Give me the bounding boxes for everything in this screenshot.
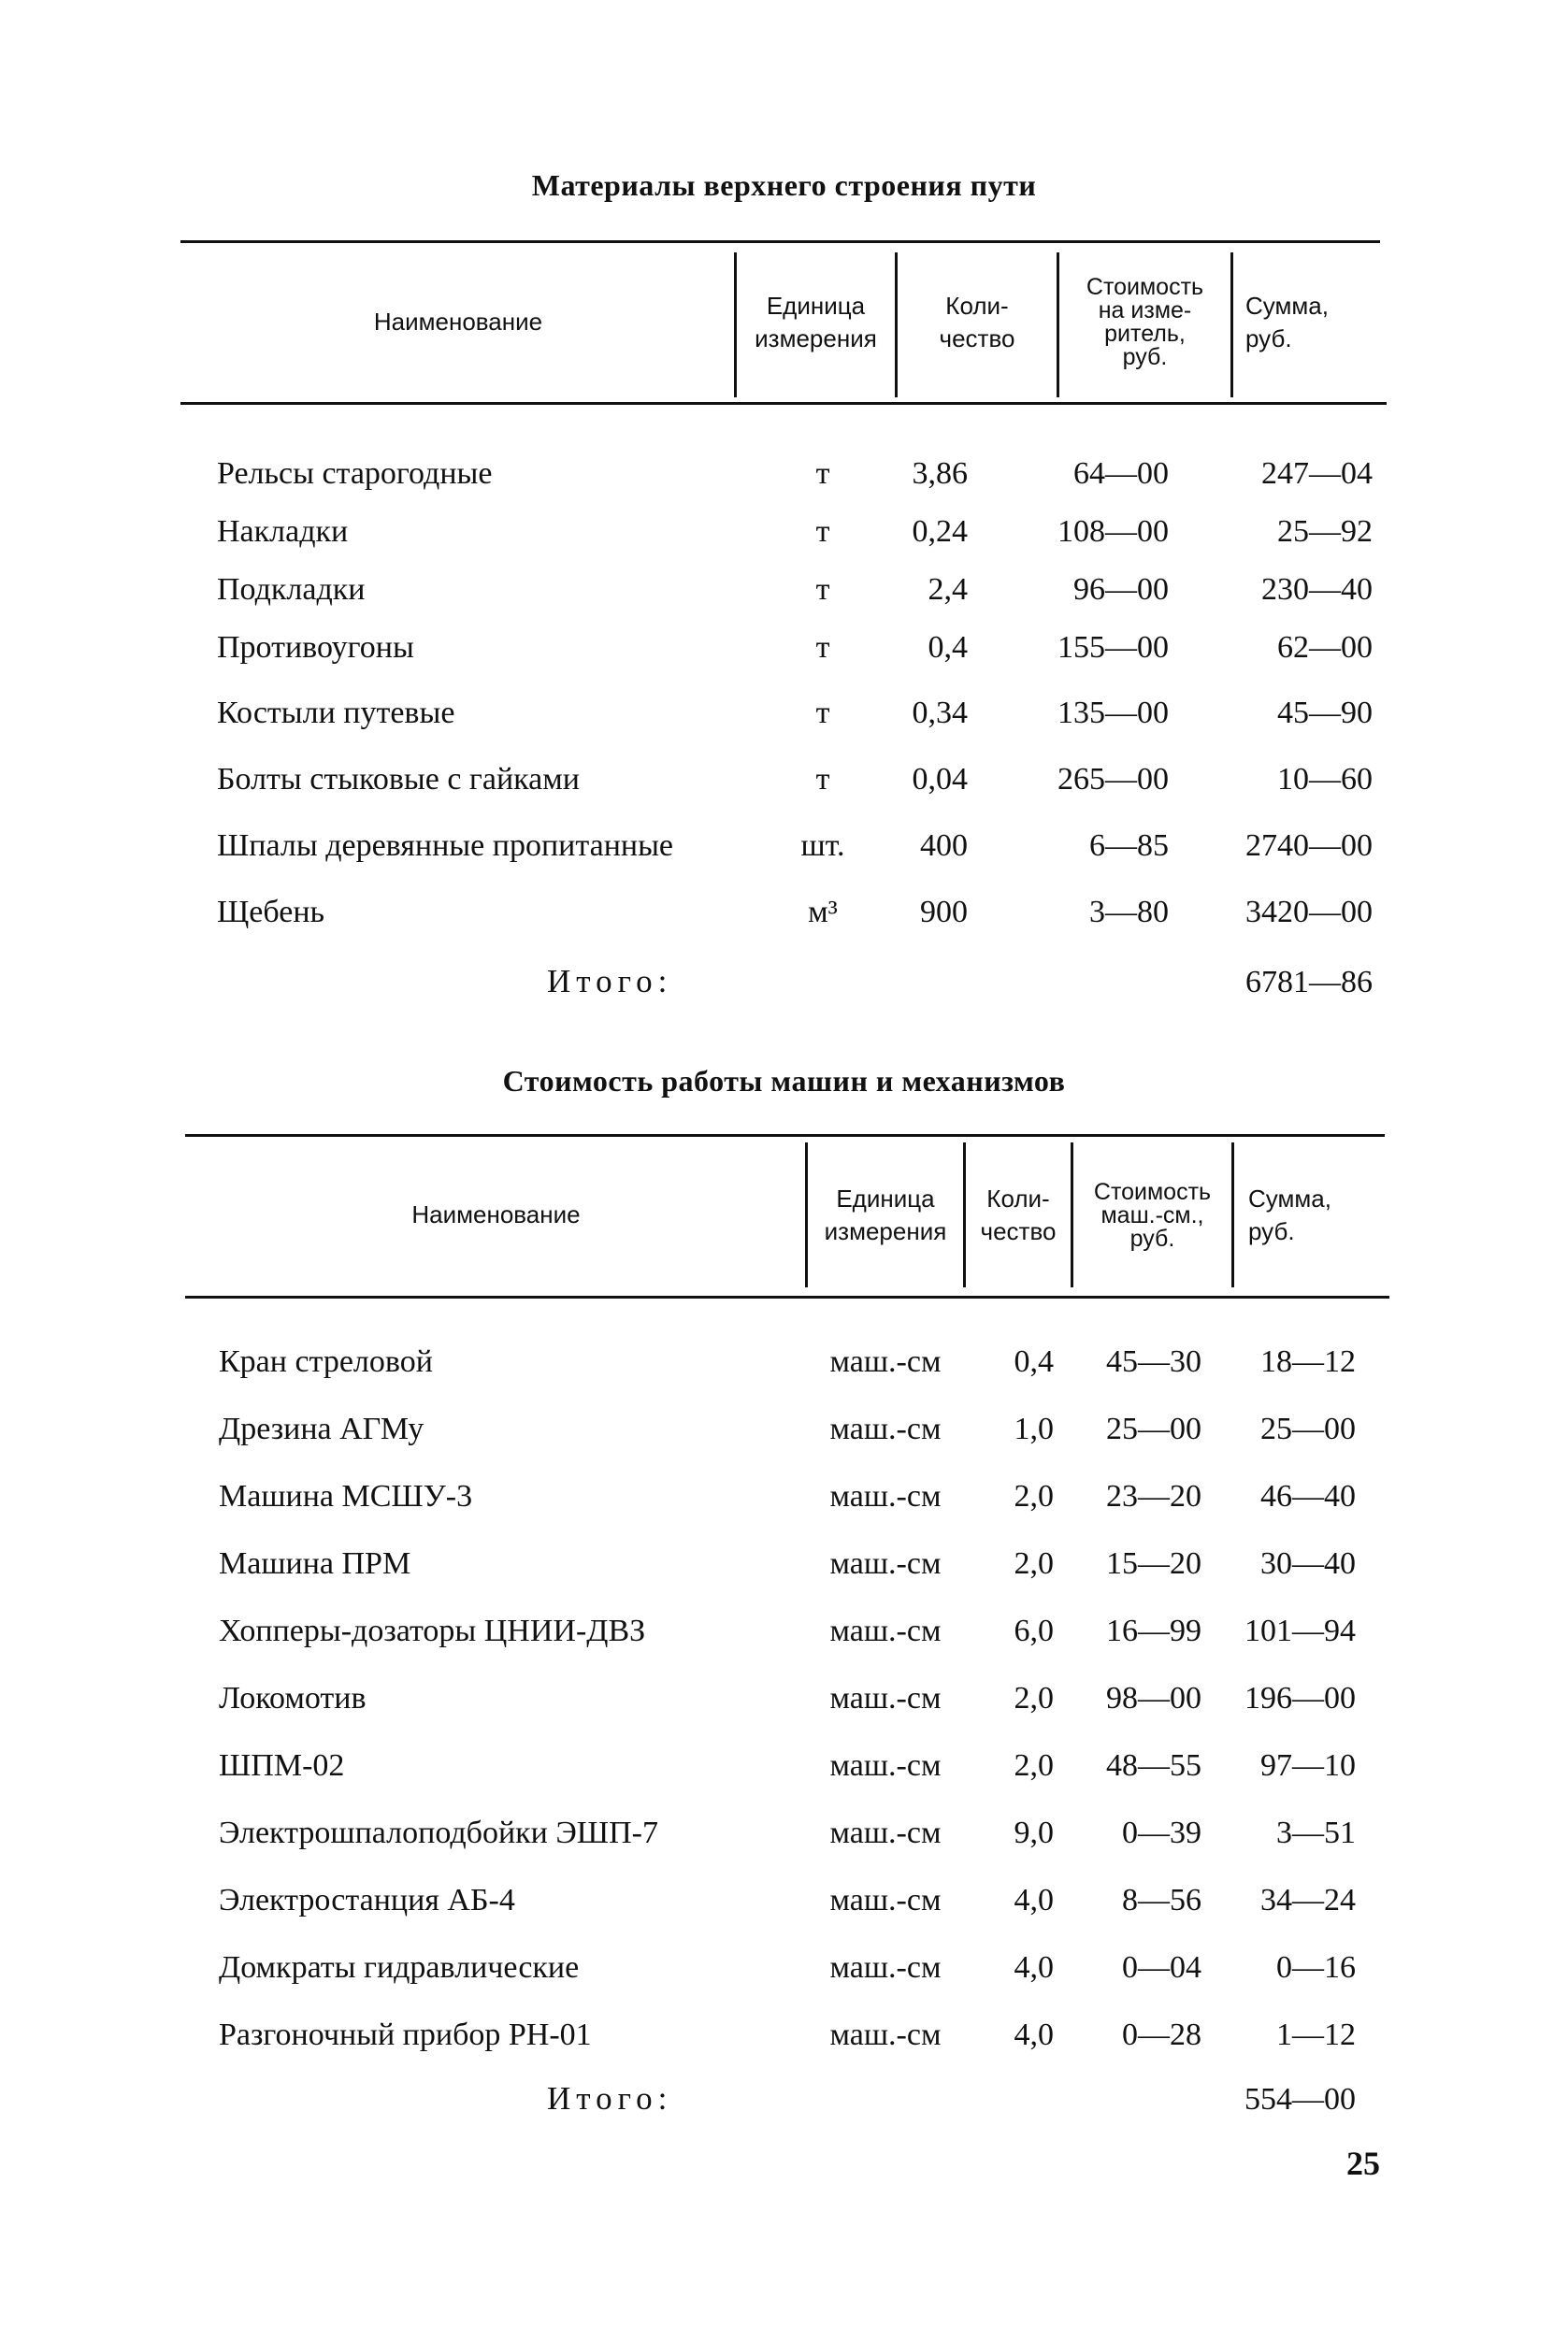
table-row — [0, 572, 1568, 628]
row-price: 8—56 — [1122, 1883, 1201, 1917]
row-name: Разгоночный прибор РН-01 — [219, 2018, 592, 2052]
row-qty: 0,24 — [912, 514, 968, 549]
table-row — [0, 456, 1568, 512]
table2-header-unit: Единица измерения — [824, 1184, 947, 1245]
row-qty: 2,0 — [1014, 1748, 1054, 1783]
row-sum: 62—00 — [1277, 630, 1373, 665]
row-qty: 2,4 — [928, 572, 968, 607]
row-sum: 247—04 — [1261, 456, 1373, 491]
row-name: Домкраты гидравлические — [219, 1950, 580, 1985]
row-qty: 900 — [920, 895, 968, 929]
row-qty: 2,0 — [1014, 1479, 1054, 1514]
page-number: 25 — [1346, 2145, 1380, 2182]
row-qty: 400 — [920, 828, 968, 863]
table2-header-sum: Сумма, руб. — [1248, 1184, 1331, 1245]
table2-title: Стоимость работы машин и механизмов — [502, 1064, 1066, 1098]
table2-total-label: Итого: — [547, 2080, 673, 2117]
table-row — [0, 514, 1568, 570]
row-name: Рельсы старогодные — [217, 456, 493, 491]
row-name: ШПМ-02 — [219, 1748, 345, 1783]
row-unit: маш.-см — [829, 1546, 942, 1581]
row-qty: 2,0 — [1014, 1681, 1054, 1716]
row-qty: 0,4 — [928, 630, 968, 665]
row-sum: 1—12 — [1276, 2018, 1356, 2052]
row-qty: 0,04 — [912, 762, 968, 797]
row-price: 15—20 — [1106, 1546, 1201, 1581]
row-qty: 0,4 — [1014, 1344, 1054, 1379]
table-row — [0, 895, 1568, 951]
table-row — [0, 696, 1568, 752]
row-sum: 3420—00 — [1245, 895, 1373, 929]
row-sum: 25—92 — [1277, 514, 1373, 549]
row-price: 64—00 — [1073, 456, 1169, 491]
row-sum: 45—90 — [1277, 696, 1373, 730]
row-price: 108—00 — [1057, 514, 1169, 549]
row-sum: 0—16 — [1276, 1950, 1356, 1985]
row-name: Хопперы-дозаторы ЦНИИ-ДВЗ — [219, 1614, 646, 1648]
row-unit: т — [815, 514, 830, 549]
row-unit: т — [815, 630, 830, 665]
row-unit: т — [815, 762, 830, 797]
row-sum: 3—51 — [1276, 1816, 1356, 1850]
row-name: Накладки — [217, 514, 349, 549]
table2-header-bottom-rule — [185, 1296, 1389, 1299]
row-name: Электрошпалоподбойки ЭШП-7 — [219, 1816, 658, 1850]
row-name: Дрезина АГМу — [219, 1412, 424, 1446]
row-sum: 230—40 — [1261, 572, 1373, 607]
table-row — [0, 2018, 1568, 2074]
row-qty: 9,0 — [1014, 1816, 1054, 1850]
row-sum: 46—40 — [1260, 1479, 1356, 1514]
row-unit: маш.-см — [829, 1479, 942, 1514]
table1-total-sum: 6781—86 — [1245, 965, 1373, 999]
table2-header-price: Стоимость маш.-см., руб. — [1093, 1178, 1212, 1252]
row-unit: маш.-см — [829, 1950, 942, 1985]
row-price: 45—30 — [1106, 1344, 1201, 1379]
row-price: 135—00 — [1057, 696, 1169, 730]
row-sum: 97—10 — [1260, 1748, 1356, 1783]
row-name: Машина МСШУ-3 — [219, 1479, 473, 1514]
row-name: Электростанция АБ-4 — [219, 1883, 515, 1917]
row-price: 155—00 — [1057, 630, 1169, 665]
row-sum: 34—24 — [1260, 1883, 1356, 1917]
row-price: 6—85 — [1089, 828, 1169, 863]
row-qty: 6,0 — [1014, 1614, 1054, 1648]
table-row — [0, 1614, 1568, 1670]
table1-header-price: Стоимость на изме- ритель, руб. — [1086, 274, 1204, 370]
table-row — [0, 1748, 1568, 1804]
row-sum: 2740—00 — [1245, 828, 1373, 863]
row-name: Костыли путевые — [217, 696, 455, 730]
row-unit: маш.-см — [829, 1816, 942, 1850]
row-name: Локомотив — [219, 1681, 367, 1716]
table1-header-bottom-rule — [180, 402, 1387, 405]
row-name: Шпалы деревянные пропитанные — [217, 828, 674, 863]
row-price: 0—04 — [1122, 1950, 1201, 1985]
row-unit: маш.-см — [829, 2018, 942, 2052]
row-qty: 3,86 — [912, 456, 968, 491]
row-sum: 101—94 — [1244, 1614, 1356, 1648]
table-row — [0, 630, 1568, 686]
table-row — [0, 1950, 1568, 2006]
row-price: 0—39 — [1122, 1816, 1201, 1850]
row-unit: маш.-см — [829, 1883, 942, 1917]
row-unit: маш.-см — [829, 1681, 942, 1716]
row-qty: 1,0 — [1014, 1412, 1054, 1446]
table-row — [0, 1883, 1568, 1939]
row-unit: маш.-см — [829, 1748, 942, 1783]
row-price: 98—00 — [1106, 1681, 1201, 1716]
table1-header-name: Наименование — [373, 308, 543, 337]
row-sum: 196—00 — [1244, 1681, 1356, 1716]
row-qty: 0,34 — [912, 696, 968, 730]
table-row — [0, 828, 1568, 884]
table-row — [0, 1546, 1568, 1602]
row-qty: 4,0 — [1014, 1883, 1054, 1917]
row-unit: маш.-см — [829, 1412, 942, 1446]
row-price: 25—00 — [1106, 1412, 1201, 1446]
row-unit: т — [815, 696, 830, 730]
table-row — [0, 1479, 1568, 1535]
row-name: Противоугоны — [217, 630, 414, 665]
table1-total-label: Итого: — [547, 963, 673, 999]
table2-header-qty: Коли- чество — [980, 1184, 1057, 1245]
table2-header-name: Наименование — [411, 1200, 581, 1229]
row-sum: 30—40 — [1260, 1546, 1356, 1581]
row-name: Машина ПРМ — [219, 1546, 411, 1581]
row-unit: шт. — [800, 828, 845, 863]
row-name: Подкладки — [217, 572, 366, 607]
table1-header-sum: Сумма, руб. — [1245, 291, 1329, 352]
row-name: Болты стыковые с гайками — [217, 762, 580, 797]
row-name: Кран стреловой — [219, 1344, 433, 1379]
row-unit: т — [815, 572, 830, 607]
table-row — [0, 1412, 1568, 1468]
row-price: 96—00 — [1073, 572, 1169, 607]
row-price: 23—20 — [1106, 1479, 1201, 1514]
table-row — [0, 762, 1568, 818]
row-price: 48—55 — [1106, 1748, 1201, 1783]
row-unit: маш.-см — [829, 1344, 942, 1379]
row-unit: маш.-см — [829, 1614, 942, 1648]
table1-title: Материалы верхнего строения пути — [531, 168, 1037, 202]
row-price: 16—99 — [1106, 1614, 1201, 1648]
table1-header-divider — [1230, 252, 1233, 397]
table-row — [0, 1344, 1568, 1400]
row-sum: 25—00 — [1260, 1412, 1356, 1446]
row-qty: 4,0 — [1014, 2018, 1054, 2052]
row-price: 0—28 — [1122, 2018, 1201, 2052]
row-unit: т — [815, 456, 830, 491]
row-sum: 18—12 — [1260, 1344, 1356, 1379]
table1-header-qty: Коли- чество — [939, 291, 1015, 352]
table1-header-unit: Единица измерения — [755, 291, 877, 352]
row-price: 3—80 — [1089, 895, 1169, 929]
table-row — [0, 1681, 1568, 1737]
row-unit: м³ — [808, 895, 838, 929]
row-name: Щебень — [217, 895, 325, 929]
row-qty: 2,0 — [1014, 1546, 1054, 1581]
row-qty: 4,0 — [1014, 1950, 1054, 1985]
table2-header-divider — [1231, 1142, 1234, 1287]
row-price: 265—00 — [1057, 762, 1169, 797]
table2-total-sum: 554—00 — [1244, 2082, 1356, 2117]
row-sum: 10—60 — [1277, 762, 1373, 797]
table-row — [0, 1816, 1568, 1872]
